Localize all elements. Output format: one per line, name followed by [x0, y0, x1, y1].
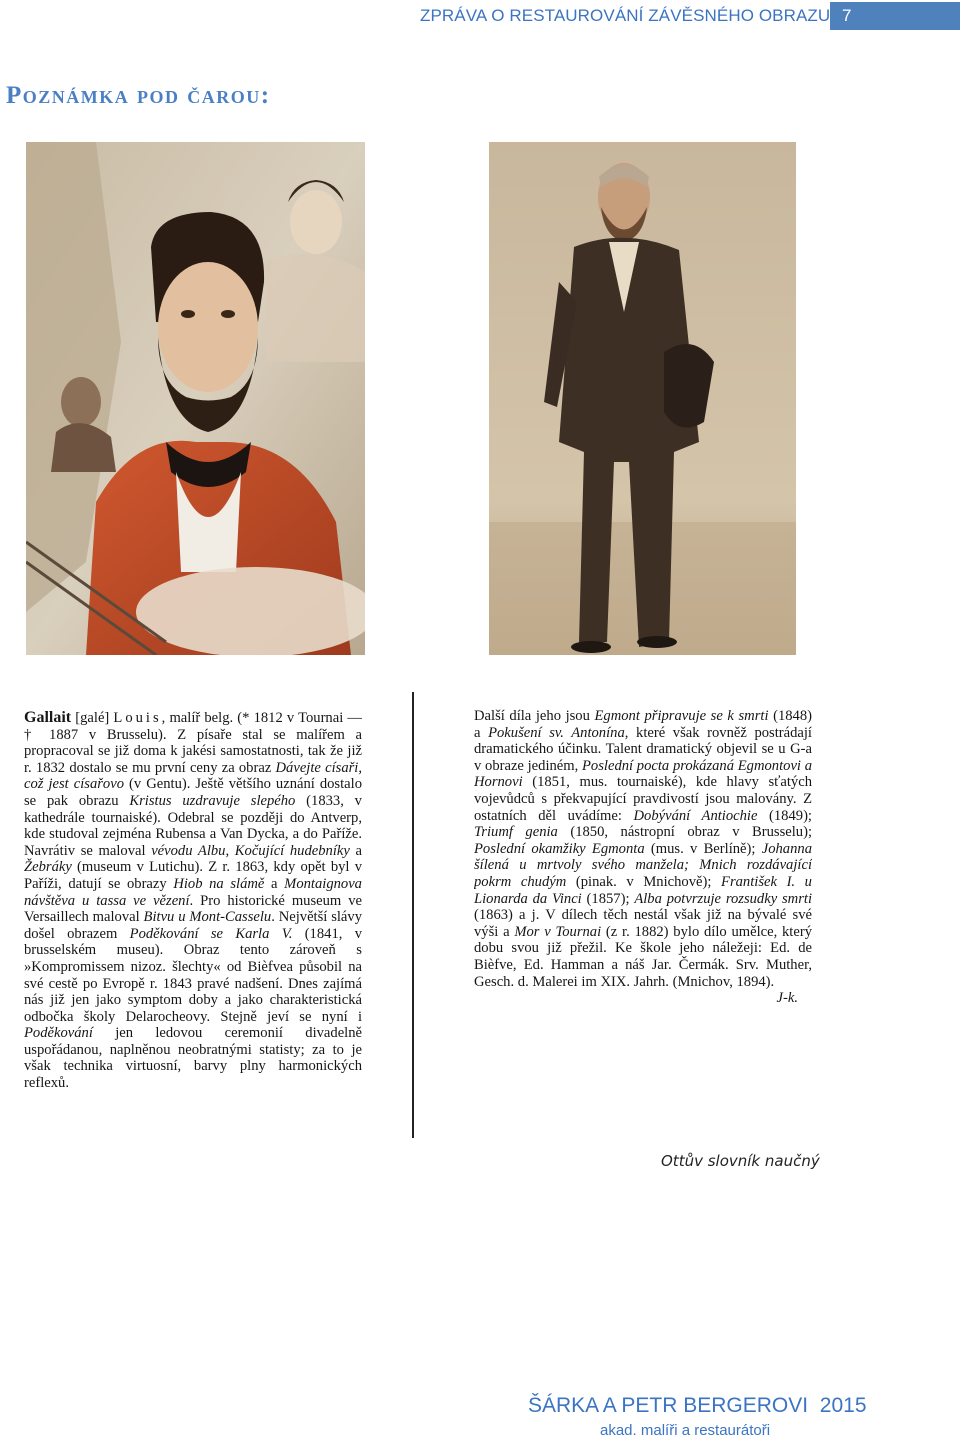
column-divider — [412, 692, 414, 1138]
standing-man-illustration — [489, 142, 796, 655]
encyclopedia-entry-right-column — [474, 708, 812, 1048]
artwork-title: Alba potvrzuje rozsudky smrti — [634, 890, 812, 907]
artwork-title: Pokušení sv. Antonína — [488, 724, 625, 741]
artwork-title: Poslední okamžiky Egmonta — [474, 840, 645, 857]
footer-authors — [528, 1394, 867, 1420]
artwork-title: Dobývání Antiochie — [633, 807, 758, 824]
artwork-title: Triumf genia — [474, 824, 558, 841]
painted-portrait-illustration — [26, 142, 365, 655]
entry-text: (1833, v kathedrále tournaiské). Odebral se později do Antverp, kde studoval zejména Rubensa a Van Dycka, a do Paříže. Navrátiv se maloval — [24, 792, 362, 859]
entry-signature: J-k. — [776, 990, 798, 1007]
entry-text: (mus. v Berlíně); — [644, 840, 762, 857]
entry-pronunciation: [galé] — [75, 710, 110, 726]
entry-text: a — [349, 842, 362, 859]
entry-text: (museum v Lutichu). Z r. 1863, kdy opět byl v Paříži, datují se obrazy — [24, 859, 362, 892]
entry-headword: Gallait — [24, 710, 72, 726]
artwork-title: Dávejte císaři, což jest císařovo — [24, 759, 362, 793]
artwork-title: vévodu Albu, Kočující hudebníky — [151, 842, 350, 859]
artwork-title: Montaignova návštěva u tassa ve vězení — [24, 875, 362, 909]
source-caption: Ottův slovník naučný — [661, 1152, 820, 1170]
artwork-title: Johanna šílená u mrtvoly svého manžela; Mnich rozdávající pokrm chudým — [474, 840, 812, 890]
artwork-title: Egmont připravuje se k smrti — [594, 708, 769, 724]
entry-given-name: Louis — [113, 710, 162, 726]
artwork-title: Kristus uzdravuje slepého — [129, 792, 296, 809]
entry-text: jen ledovou ceremonií divadelně uspořádanou, naplněnou neobratnými statisty; za to je však technika virtuosní, barvy plny harmonických reflexů. — [24, 1025, 362, 1092]
artwork-title: Poděkování — [24, 1025, 93, 1042]
entry-text: (v Gentu). Ještě většího uznání dostalo se pak obrazu — [24, 776, 362, 809]
entry-text: (1863) a j. V dílech těch nestál však již na bývalé své výši a — [474, 907, 812, 940]
artwork-title: Poslední pocta prokázaná Egmontovi a Hornovi — [474, 757, 812, 791]
artwork-title: Žebráky — [24, 859, 72, 876]
document-header-title: ZPRÁVA O RESTAUROVÁNÍ ZÁVĚSNÉHO OBRAZU — [420, 6, 831, 25]
entry-text: (pinak. v Mnichově); — [566, 873, 722, 890]
artwork-title: František I. u Lionarda da Vinci — [474, 873, 812, 907]
standing-man-photograph — [489, 142, 796, 655]
footer-author-names: ŠÁRKA A PETR BERGEROVI — [528, 1394, 809, 1417]
entry-text: . Pro historické museum ve Versaillech maloval — [24, 892, 362, 926]
artwork-title: Bitvu u Mont-Casselu — [143, 909, 272, 926]
entry-text: (z r. 1882) bylo dílo umělce, který dobu svou již přežil. Ke škole jeho náležeji: Ed. de Bièfve, Ed. Hamman a náš Jar. Čermák. Srv. Muther, Gesch. d. Malerei im XIX. Jahrh. (Mnichov, 1894). — [474, 923, 812, 990]
section-title: Poznámka pod čarou: — [6, 82, 271, 109]
entry-text: (1848) a — [474, 708, 812, 741]
entry-text: a — [264, 875, 285, 892]
encyclopedia-entry-left-column — [24, 710, 362, 1130]
artwork-title: Hiob na slámě — [173, 875, 265, 892]
artwork-title: Poděkování se Karla V. — [129, 925, 293, 942]
page-number-badge: 7 — [830, 2, 960, 30]
entry-text: . Největší slávy došel obrazem — [24, 909, 362, 942]
entry-text: (1857); — [581, 890, 635, 907]
entry-text: (1851, mus. tournaiské), kde hlavy sťatých vojevůdců s překvapující pravdivostí jsou malovány. Z ostatních děl uvádíme: — [474, 774, 812, 824]
entry-text: (1841, v brusselském museu). Obraz tento zároveň s »Kompromissem nizoz. šlechty« od Bièfvea působil na své cestě po Evropě r. 1843 pravé nadšení. Dnes zajímá nás již jen jako symptom doby a jako charakteristická odbočka školy Delarocheovy. Stejně jeví se nyní i — [24, 925, 362, 1025]
entry-text: Další díla jeho jsou — [474, 708, 595, 724]
footer-role: akad. malíři a restaurátoři — [600, 1422, 771, 1439]
entry-text: , které však rovněž postrádají dramatického účinku. Talent dramatický objevil se u G-a v obraze jediném, — [474, 724, 812, 774]
entry-text: , malíř belg. (* 1812 v Tournai — † 1887 v Brusselu). Z písaře stal se malířem a propracoval se již doma k jakési samostatnosti, tak že již r. 1832 dostalo se mu první ceny za obraz — [24, 710, 362, 776]
footer-year: 2015 — [819, 1394, 867, 1417]
artwork-title: Mor v Tournai — [514, 923, 602, 940]
entry-text: (1850, nástropní obraz v Brusselu); — [557, 824, 812, 841]
entry-text: (1849); — [757, 807, 812, 824]
painted-portrait-image — [26, 142, 365, 655]
